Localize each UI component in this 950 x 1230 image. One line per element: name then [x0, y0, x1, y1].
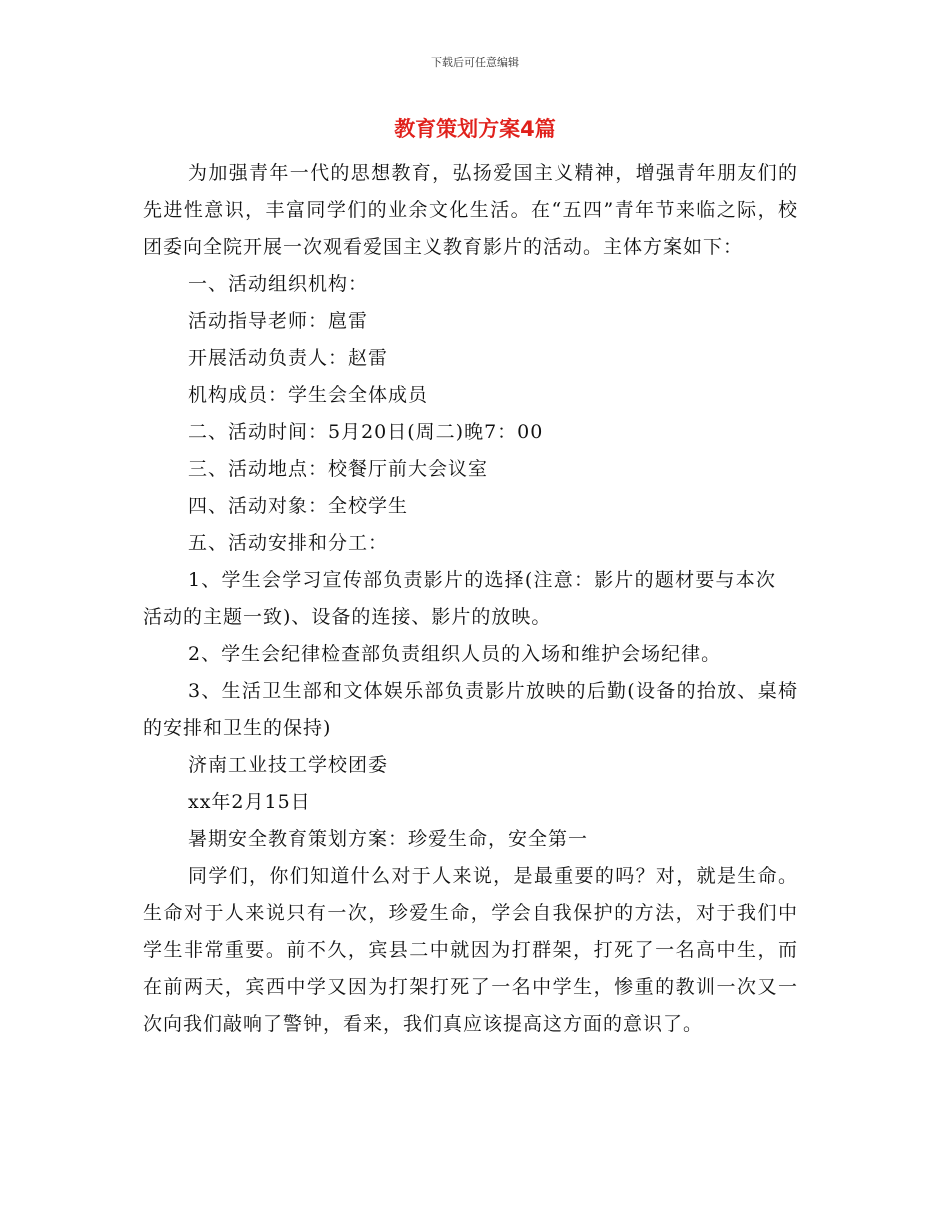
- body-paragraph: 同学们，你们知道什么对于人来说，是最重要的吗？对，就是生命。生命对于人来说只有一次，珍爱生命，学会自我保护的方法，对于我们中学生非常重要。前不久，宾县二中就因为打群架，打死了一名高中生，而在前两天，宾西中学又因为打架打死了一名中学生，惨重的教训一次又一次向我们敲响了警钟，看来，我们真应该提高这方面的意识了。: [143, 865, 798, 1035]
- section-heading: 四、活动对象：全校学生: [188, 495, 409, 517]
- list-item: 1、学生会学习宣传部负责影片的选择(注意：影片的题材要与本次活动的主题一致)、设备的连接、影片的放映。: [143, 569, 776, 628]
- section-heading: 五、活动安排和分工：: [188, 532, 389, 554]
- section-heading: 三、活动地点：校餐厅前大会议室: [188, 458, 489, 480]
- document-title: 教育策划方案4篇: [394, 117, 556, 141]
- intro-paragraph: 为加强青年一代的思想教育，弘扬爱国主义精神，增强青年朋友们的先进性意识，丰富同学们的业余文化生活。在“五四”青年节来临之际，校团委向全院开展一次观看爱国主义教育影片的活动。主体方案如下：: [143, 162, 798, 258]
- text-line: 活动指导老师：扈雷: [188, 310, 369, 332]
- header-note: 下载后可任意编辑: [431, 56, 519, 69]
- list-item: 3、生活卫生部和文体娱乐部负责影片放映的后勤(设备的抬放、桌椅的安排和卫生的保持): [143, 680, 798, 739]
- signature-org: 济南工业技工学校团委: [188, 754, 389, 776]
- section-heading: 二、活动时间：5月20日(周二)晚7：00: [188, 421, 544, 443]
- signature-date: xx年2月15日: [188, 791, 311, 813]
- text-line: 机构成员：学生会全体成员: [188, 384, 429, 406]
- section-heading: 一、活动组织机构：: [188, 273, 369, 295]
- list-item: 2、学生会纪律检查部负责组织人员的入场和维护会场纪律。: [188, 643, 722, 665]
- section-heading: 暑期安全教育策划方案：珍爱生命，安全第一: [188, 828, 589, 850]
- document-body: [143, 155, 798, 1043]
- text-line: 开展活动负责人：赵雷: [188, 347, 389, 369]
